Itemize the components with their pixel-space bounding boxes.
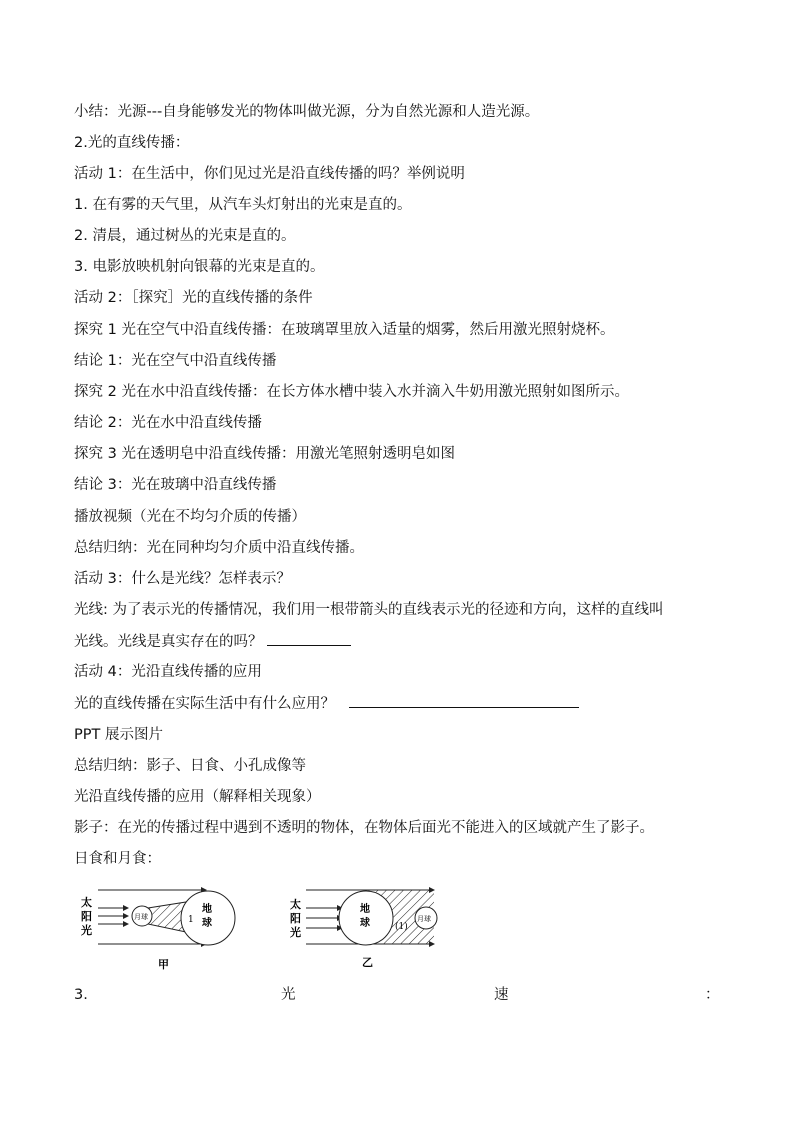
region-label: 1 — [188, 915, 194, 925]
earth-label-2: 球 — [202, 918, 212, 929]
explore-1: 探究 1 光在空气中沿直线传播：在玻璃罩里放入适量的烟雾，然后用激光照射烧杯。 — [74, 322, 615, 338]
shadow-region — [148, 902, 186, 932]
section-3-word-speed: 速 — [494, 987, 509, 1003]
earth-label-1: 地 — [202, 904, 212, 915]
summary-light-source: 小结：光源---自身能够发光的物体叫做光源，分为自然光源和人造光源。 — [74, 104, 540, 120]
activity-4-heading: 活动 4：光沿直线传播的应用 — [74, 664, 262, 680]
eclipse-heading: 日食和月食： — [74, 851, 161, 867]
conclusion-3: 结论 3：光在玻璃中沿直线传播 — [74, 477, 277, 493]
caption: 乙 — [362, 956, 373, 969]
lunar-eclipse-diagram — [286, 880, 446, 974]
sun-label-3: 光 — [290, 926, 301, 939]
section-3-number: 3. — [74, 987, 88, 1003]
caption: 甲 — [158, 958, 169, 971]
summary-uniform-medium: 总结归纳：光在同种均匀介质中沿直线传播。 — [74, 540, 364, 556]
sun-label-2: 阳 — [290, 912, 301, 925]
earth-label-1: 地 — [360, 904, 370, 915]
activity-3-heading: 活动 3：什么是光线？怎样表示？ — [74, 571, 291, 587]
section-3-word-light: 光 — [281, 987, 296, 1003]
conclusion-2: 结论 2：光在水中沿直线传播 — [74, 415, 262, 431]
explore-3: 探究 3 光在透明皂中沿直线传播：用激光笔照射透明皂如图 — [74, 446, 455, 462]
explore-2: 探究 2 光在水中沿直线传播：在长方体水槽中装入水并滴入牛奶用激光照射如图所示。 — [74, 384, 629, 400]
light-ray-question-text: 光线。光线是真实存在的吗？ — [74, 634, 263, 650]
ppt-show: PPT 展示图片 — [74, 727, 163, 743]
activity-2-heading: 活动 2：［探究］光的直线传播的条件 — [74, 290, 313, 306]
section-3-colon: ： — [705, 987, 720, 1003]
sun-label-2: 阳 — [81, 910, 92, 923]
moon-label: 月球 — [417, 915, 431, 923]
moon-label: 月球 — [134, 913, 148, 921]
application-question-text: 光的直线传播在实际生活中有什么应用？ — [74, 696, 335, 712]
activity-1-heading: 活动 1：在生活中，你们见过光是沿直线传播的吗？举例说明 — [74, 166, 465, 182]
summary-applications: 总结归纳：影子、日食、小孔成像等 — [74, 758, 306, 774]
answer-blank-2[interactable] — [349, 693, 579, 708]
region-label: (1) — [395, 922, 408, 932]
solar-eclipse-diagram — [74, 882, 244, 974]
shadow-definition: 影子：在光的传播过程中遇到不透明的物体，在物体后面光不能进入的区域就产生了影子。 — [74, 820, 654, 836]
sun-label-3: 光 — [81, 924, 92, 937]
section-heading-straight-line: 2.光的直线传播： — [74, 135, 190, 151]
sun-label-1: 太 — [81, 896, 92, 909]
conclusion-1: 结论 1：光在空气中沿直线传播 — [74, 353, 277, 369]
example-2: 2. 清晨，通过树丛的光束是直的。 — [74, 228, 296, 244]
answer-blank-1[interactable] — [267, 631, 351, 646]
application-question — [74, 693, 579, 714]
example-3: 3. 电影放映机射向银幕的光束是直的。 — [74, 259, 325, 275]
earth-label-2: 球 — [360, 918, 370, 929]
example-1: 1. 在有雾的天气里，从汽车头灯射出的光束是直的。 — [74, 197, 412, 213]
light-ray-definition: 光线: 为了表示光的传播情况，我们用一根带箭头的直线表示光的径迹和方向，这样的直线叫 — [74, 602, 664, 618]
applications-heading: 光沿直线传播的应用（解释相关现象） — [74, 789, 321, 805]
sun-label-1: 太 — [290, 898, 301, 911]
light-ray-question — [74, 631, 351, 652]
play-video: 播放视频（光在不均匀介质的传播） — [74, 509, 306, 525]
